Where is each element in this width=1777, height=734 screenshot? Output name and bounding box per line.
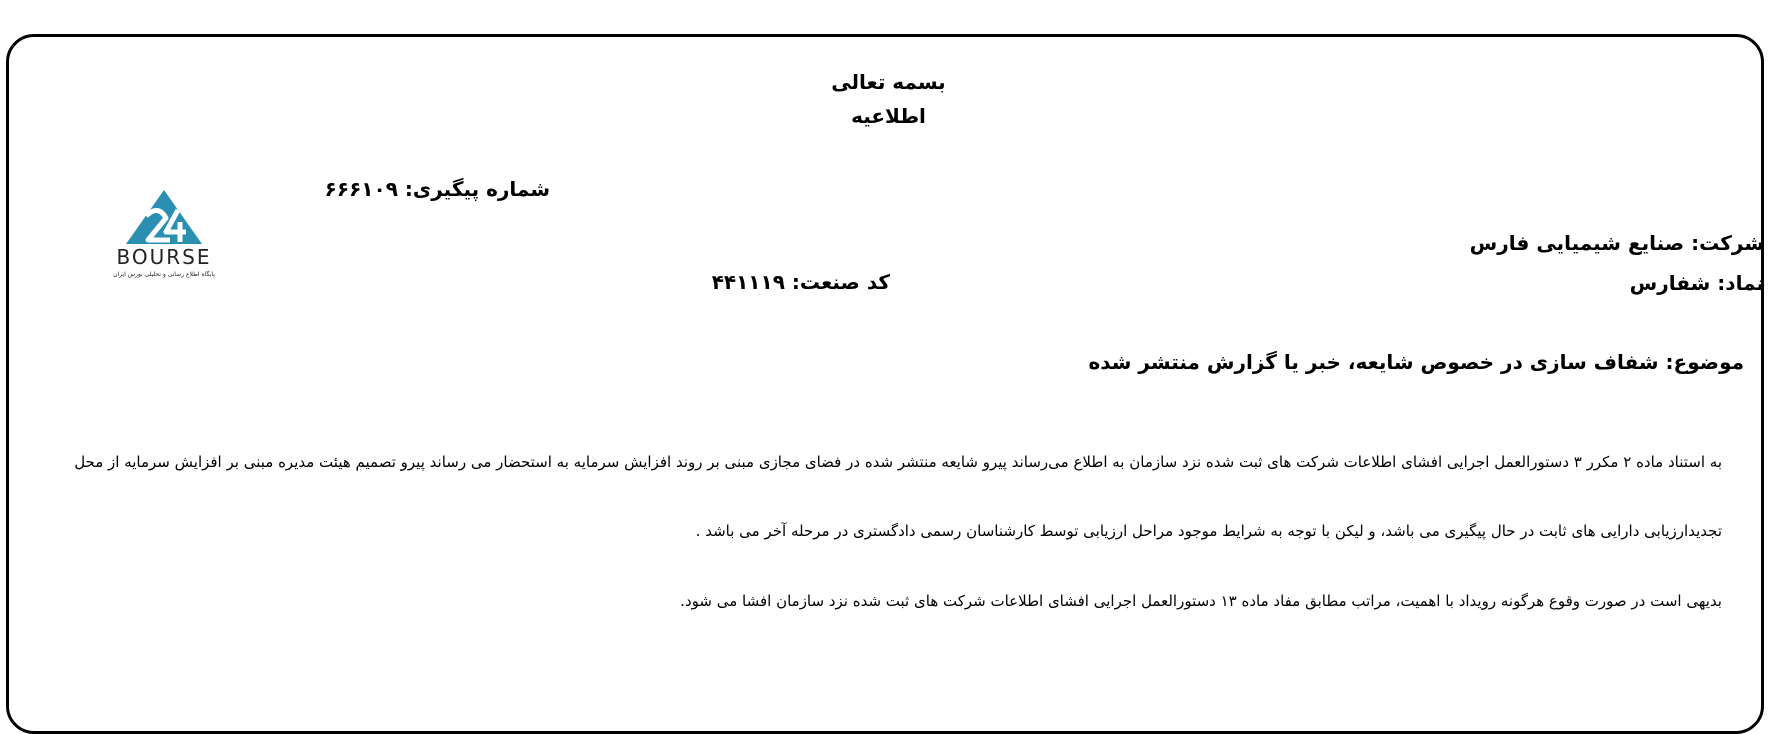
ticker-symbol: نماد: شفارس (1629, 271, 1764, 295)
company-name: شرکت: صنایع شیمیایی فارس (1469, 231, 1764, 255)
subject-line: موضوع: شفاف سازی در خصوص شایعه، خبر یا گزارش منتشر شده (1088, 350, 1744, 374)
bourse-logo (106, 188, 222, 280)
logo-wordmark: BOURSE (116, 245, 212, 269)
document-frame (6, 34, 1764, 734)
logo-caption: پایگاه اطلاع رسانی و تحلیلی بورس ایران (113, 271, 215, 278)
tracking-number: شماره پیگیری: ۶۶۶۱۰۹ (324, 177, 550, 201)
industry-code: کد صنعت: ۴۴۱۱۱۹ (711, 270, 890, 294)
body-paragraph-1: به استناد ماده ۲ مکرر ۳ دستورالعمل اجرایی افشای اطلاعات شرکت های ثبت شده نزد سازمان به اطلاع می‌رساند پیرو شایعه منتشر شده در فضای مجازی مبنی بر روند افزایش سرمایه به استحضار می رساند پیرو تصمیم هیئت مدیره مبنی بر افزایش سرمایه از محل (74, 453, 1722, 471)
heading-notice: اطلاعیه (851, 104, 926, 128)
heading-bismillah: بسمه تعالی (831, 70, 946, 94)
bourse-logo-icon (106, 188, 222, 280)
body-paragraph-3: بدیهی است در صورت وقوع هرگونه رویداد با اهمیت، مراتب مطابق مفاد ماده ۱۳ دستورالعمل اجرایی افشای اطلاعات شرکت های ثبت شده نزد سازمان افشا می شود. (680, 592, 1722, 610)
body-paragraph-2: تجدیدارزیابی دارایی های ثابت در حال پیگیری می باشد، و لیکن با توجه به شرایط موجود مراحل ارزیابی توسط کارشناسان رسمی دادگستری در مرحله آخر می باشد . (695, 522, 1722, 540)
